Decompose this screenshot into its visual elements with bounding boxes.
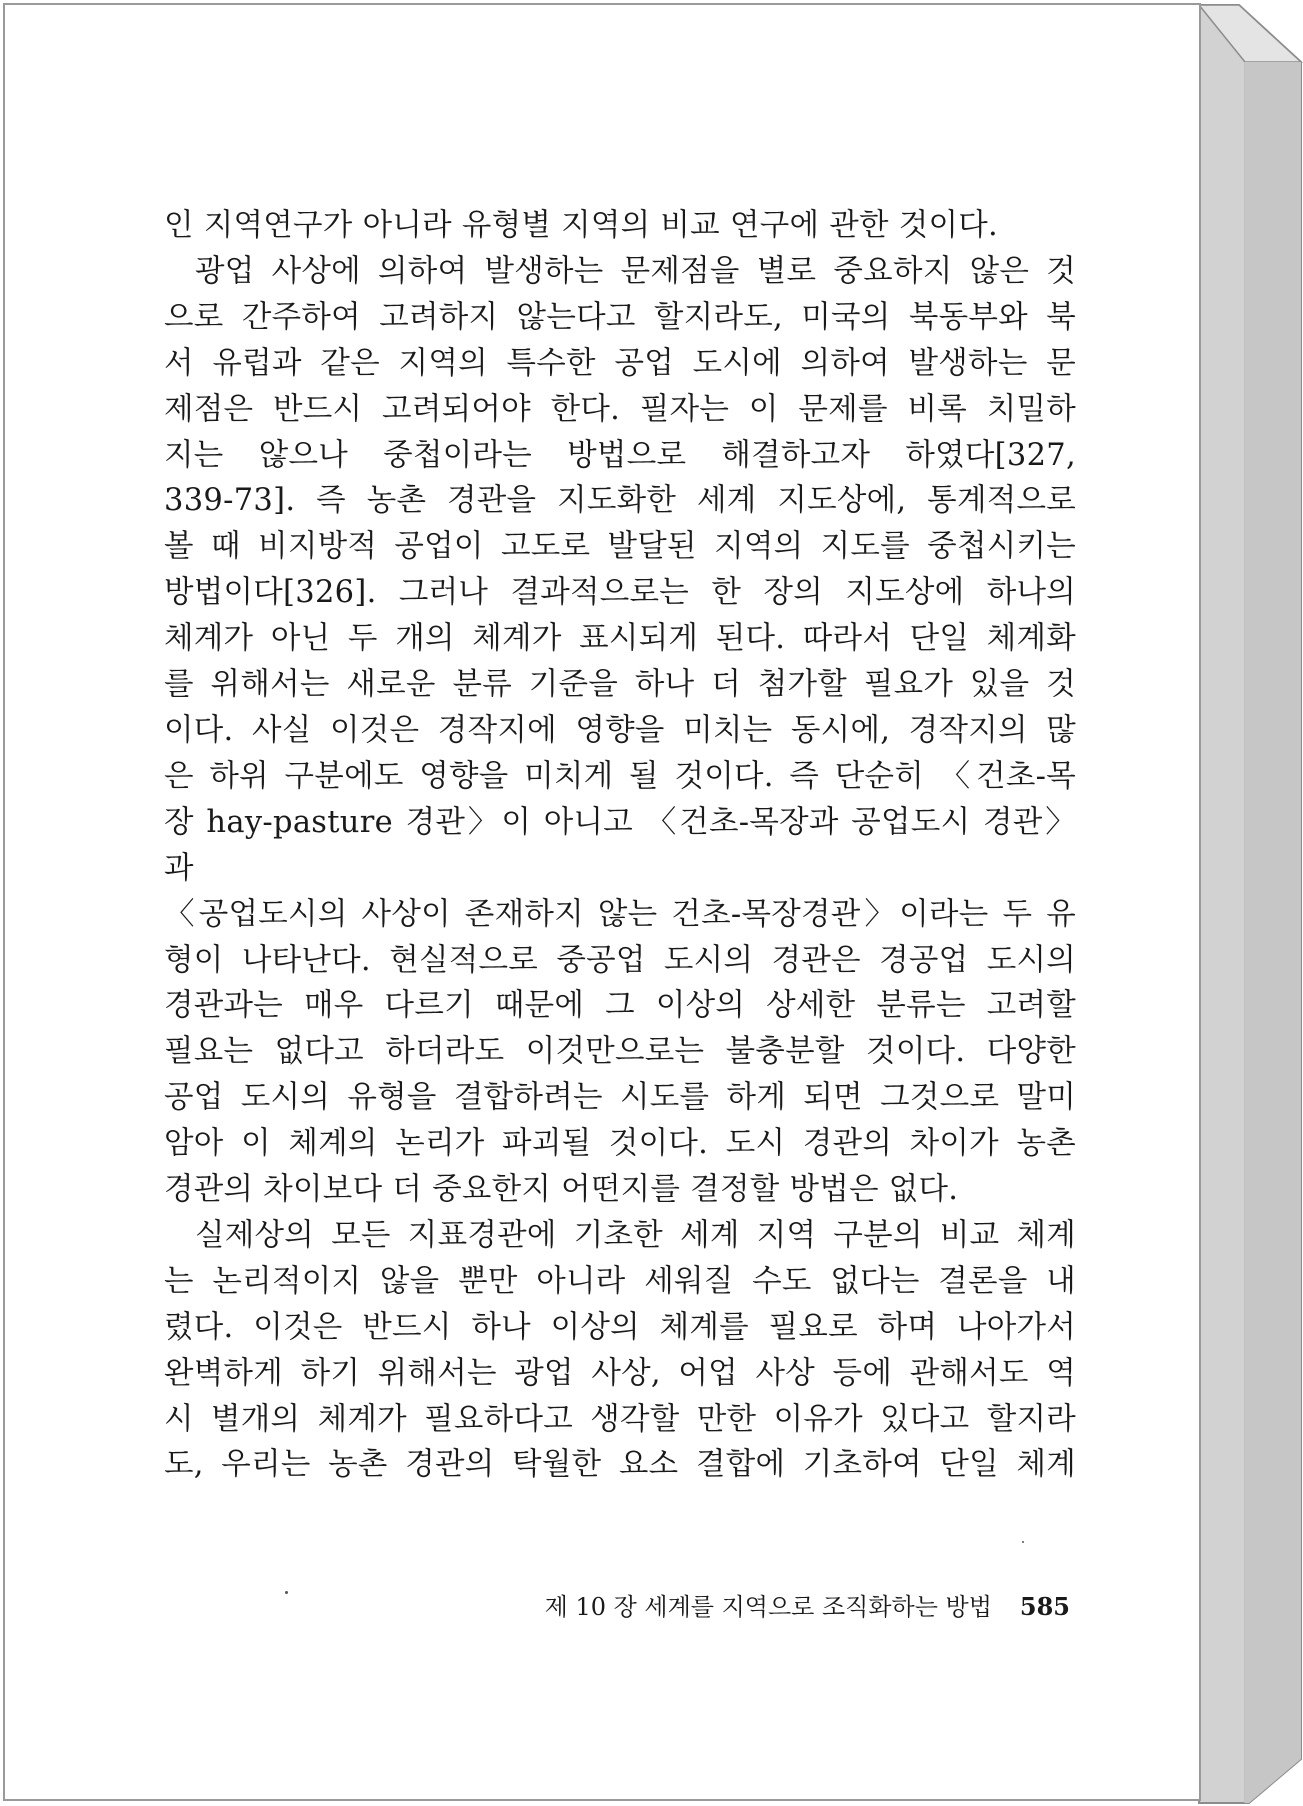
text-line: 형이 나타난다. 현실적으로 중공업 도시의 경관은 경공업 도시의 (164, 942, 1076, 978)
text-line: 이다. 사실 이것은 경작지에 영향을 미치는 동시에, 경작지의 많 (164, 712, 1076, 748)
text-line: 시 별개의 체계가 필요하다고 생각할 만한 이유가 있다고 할지라 (164, 1401, 1076, 1437)
running-head: 제 10 장 세계를 지역으로 조직화하는 방법 (544, 1593, 992, 1621)
text-line: 볼 때 비지방적 공업이 고도로 발달된 지역의 지도를 중첩시키는 (164, 529, 1076, 565)
text-line: 은 하위 구분에도 영향을 미치게 될 것이다. 즉 단순히 〈건초-목 (164, 758, 1076, 794)
text-line: 공업 도시의 유형을 결합하려는 시도를 하게 되면 그것으로 말미 (164, 1080, 1076, 1116)
text-line: 지는 않으나 중첩이라는 방법으로 해결하고자 하였다[327, (164, 437, 1076, 473)
page-number: 585 (1019, 1592, 1070, 1621)
text-line: 실제상의 모든 지표경관에 기초한 세계 지역 구분의 비교 체계 (195, 1217, 1076, 1253)
text-line: 〈공업도시의 사상이 존재하지 않는 건초-목장경관〉이라는 두 유 (164, 896, 1076, 932)
print-speck (285, 1591, 288, 1594)
text-line: 339-73]. 즉 농촌 경관을 지도화한 세계 지도상에, 통계적으로 (164, 483, 1076, 519)
text-line: 체계가 아닌 두 개의 체계가 표시되게 된다. 따라서 단일 체계화 (164, 621, 1076, 657)
text-line: 완벽하게 하기 위해서는 광업 사상, 어업 사상 등에 관해서도 역 (164, 1355, 1076, 1391)
text-line: 광업 사상에 의하여 발생하는 문제점을 별로 중요하지 않은 것 (195, 253, 1076, 289)
paragraph (164, 249, 1076, 1213)
text-line: 장 hay-pasture 경관〉이 아니고 〈건초-목장과 공업도시 경관〉과 (164, 804, 1076, 886)
text-line: 필요는 없다고 하더라도 이것만으로는 불충분할 것이다. 다양한 (164, 1034, 1076, 1070)
text-line: 방법이다[326]. 그러나 결과적으로는 한 장의 지도상에 하나의 (164, 575, 1076, 611)
paragraph (164, 1213, 1076, 1488)
text-line: 렸다. 이것은 반드시 하나 이상의 체계를 필요로 하며 나아가서 (164, 1309, 1076, 1345)
paragraph (164, 203, 1076, 249)
page-footer (470, 1587, 1070, 1622)
text-line: 를 위해서는 새로운 분류 기준을 하나 더 첨가할 필요가 있을 것 (164, 667, 1076, 703)
text-line: 으로 간주하여 고려하지 않는다고 할지라도, 미국의 북동부와 북 (164, 299, 1076, 335)
text-line: 암아 이 체계의 논리가 파괴될 것이다. 도시 경관의 차이가 농촌 (164, 1126, 1076, 1162)
text-line: 경관의 차이보다 더 중요한지 어떤지를 결정할 방법은 없다. (164, 1172, 959, 1208)
text-line: 제점은 반드시 고려되어야 한다. 필자는 이 문제를 비록 치밀하 (164, 391, 1076, 427)
body-text (164, 203, 1076, 1488)
text-line: 서 유럽과 같은 지역의 특수한 공업 도시에 의하여 발생하는 문 (164, 345, 1076, 381)
text-line: 는 논리적이지 않을 뿐만 아니라 세워질 수도 없다는 결론을 내 (164, 1263, 1076, 1299)
text-line: 경관과는 매우 다르기 때문에 그 이상의 상세한 분류는 고려할 (164, 988, 1076, 1024)
text-line: 인 지역연구가 아니라 유형별 지역의 비교 연구에 관한 것이다. (164, 208, 999, 243)
print-speck (1022, 1541, 1024, 1543)
text-line: 도, 우리는 농촌 경관의 탁월한 요소 결합에 기초하여 단일 체계 (164, 1447, 1076, 1483)
